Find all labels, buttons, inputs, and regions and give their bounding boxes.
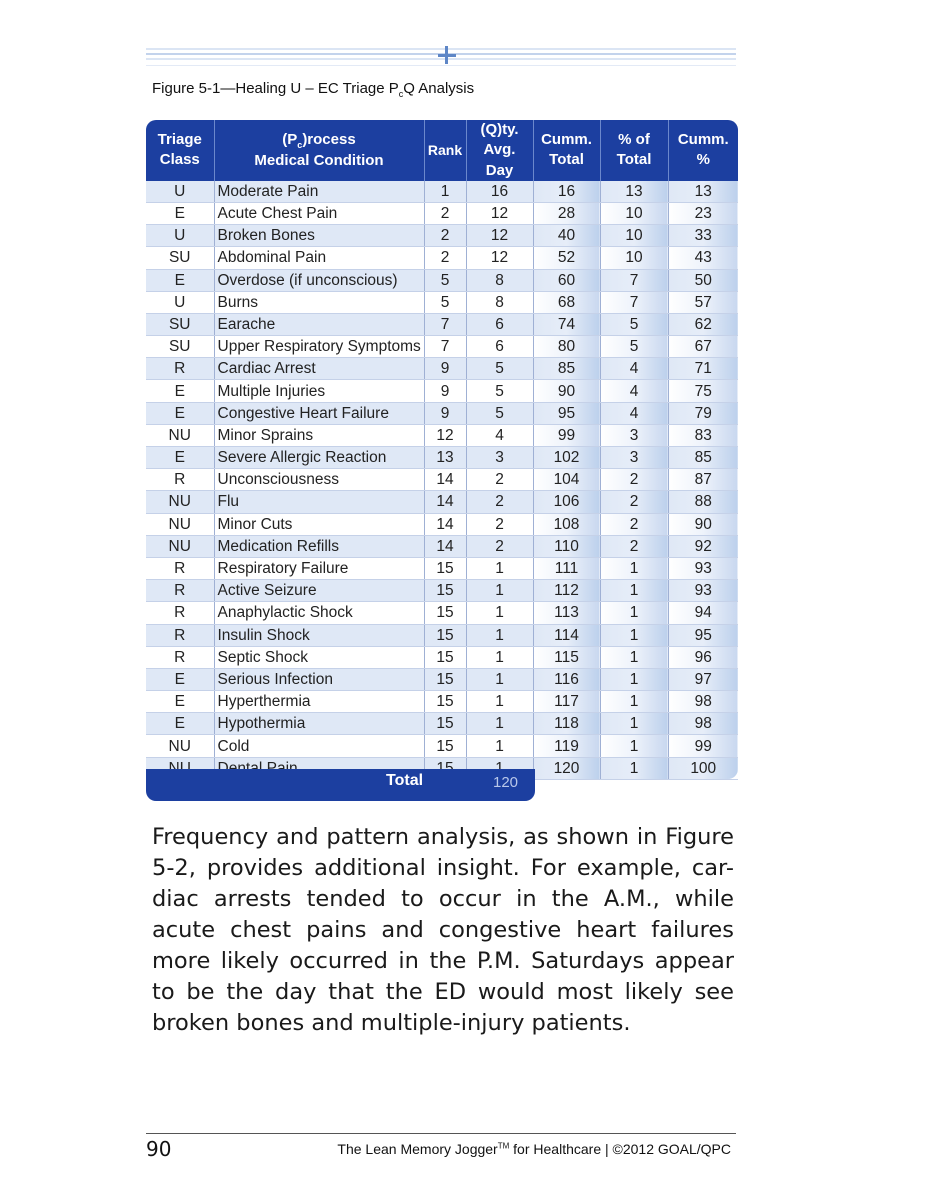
cumm-total-cell: 90 [533, 380, 600, 402]
table-row [146, 602, 738, 624]
rank-cell: 7 [424, 336, 466, 358]
cumm-pct-cell: 83 [668, 424, 738, 446]
qty-cell: 1 [466, 713, 533, 735]
rank-cell: 9 [424, 402, 466, 424]
cumm-total-cell: 28 [533, 202, 600, 224]
triage-class-cell: R [146, 469, 214, 491]
table-row [146, 247, 738, 269]
triage-class-cell: E [146, 380, 214, 402]
pct-total-cell: 5 [600, 336, 668, 358]
pct-total-cell: 1 [600, 757, 668, 779]
pct-total-cell: 2 [600, 491, 668, 513]
figure-title-subscript: c [398, 89, 404, 99]
cumm-total-cell: 99 [533, 424, 600, 446]
condition-cell: Insulin Shock [214, 624, 424, 646]
rank-cell: 15 [424, 691, 466, 713]
table-row [146, 181, 738, 203]
pct-total-cell: 2 [600, 469, 668, 491]
cumm-total-cell: 52 [533, 247, 600, 269]
pct-total-cell: 3 [600, 447, 668, 469]
qty-cell: 1 [466, 602, 533, 624]
qty-cell: 6 [466, 336, 533, 358]
table-row [146, 225, 738, 247]
pct-total-cell: 10 [600, 202, 668, 224]
triage-class-cell: E [146, 668, 214, 690]
table-row [146, 424, 738, 446]
qty-cell: 3 [466, 447, 533, 469]
condition-cell: Acute Chest Pain [214, 202, 424, 224]
cumm-pct-cell: 33 [668, 225, 738, 247]
total-value: 120 [492, 774, 519, 791]
qty-cell: 8 [466, 269, 533, 291]
table-row [146, 202, 738, 224]
triage-class-cell: E [146, 402, 214, 424]
table-row [146, 358, 738, 380]
table-row [146, 535, 738, 557]
qty-cell: 2 [466, 513, 533, 535]
qty-cell: 8 [466, 291, 533, 313]
condition-cell: Active Seizure [214, 580, 424, 602]
condition-cell: Congestive Heart Failure [214, 402, 424, 424]
condition-cell: Multiple Injuries [214, 380, 424, 402]
triage-class-cell: E [146, 269, 214, 291]
cumm-pct-cell: 92 [668, 535, 738, 557]
pct-total-cell: 1 [600, 691, 668, 713]
triage-class-cell: R [146, 624, 214, 646]
rank-cell: 2 [424, 247, 466, 269]
triage-class-cell: R [146, 557, 214, 579]
qty-cell: 1 [466, 646, 533, 668]
table-row [146, 713, 738, 735]
qty-cell: 5 [466, 402, 533, 424]
qty-cell: 1 [466, 624, 533, 646]
pct-total-cell: 1 [600, 668, 668, 690]
table-body [146, 181, 738, 780]
footer-trademark: TM [497, 1141, 510, 1151]
rank-cell: 7 [424, 313, 466, 335]
table-row [146, 380, 738, 402]
footer-book-title: The Lean Memory Jogger [337, 1141, 498, 1157]
footer-rule [146, 1133, 736, 1134]
footer-book-credit [337, 1141, 731, 1157]
cumm-pct-cell: 43 [668, 247, 738, 269]
qty-cell: 2 [466, 491, 533, 513]
rank-cell: 14 [424, 513, 466, 535]
rank-cell: 15 [424, 557, 466, 579]
rank-cell: 15 [424, 646, 466, 668]
cumm-total-cell: 114 [533, 624, 600, 646]
triage-class-cell: E [146, 447, 214, 469]
triage-class-cell: NU [146, 491, 214, 513]
header-process: $(P_c)rocess$ Medical Condition [214, 120, 424, 181]
cumm-total-cell: 108 [533, 513, 600, 535]
cumm-total-cell: 120 [533, 757, 600, 779]
body-paragraph: Frequency and pattern analysis, as shown in Figure 5-2, provides additional insight. For example, car-diac arrests tended to occur in the A.M., while acute chest pains and congestive heart failures more likely occurred in the P.M. Saturdays appear to be the day that the ED would most likely see broken bones and multiple-injury patients. [152, 824, 734, 1036]
cumm-total-cell: 60 [533, 269, 600, 291]
header-pct-total: % of Total [600, 120, 668, 181]
table-row [146, 269, 738, 291]
table-row [146, 491, 738, 513]
qty-cell: 6 [466, 313, 533, 335]
cumm-total-cell: 102 [533, 447, 600, 469]
rank-cell: 9 [424, 380, 466, 402]
qty-cell: 12 [466, 225, 533, 247]
cumm-total-cell: 112 [533, 580, 600, 602]
cumm-total-cell: 111 [533, 557, 600, 579]
condition-cell: Minor Sprains [214, 424, 424, 446]
condition-cell: Respiratory Failure [214, 557, 424, 579]
cumm-pct-cell: 50 [668, 269, 738, 291]
cumm-pct-cell: 96 [668, 646, 738, 668]
rank-cell: 13 [424, 447, 466, 469]
table-row [146, 402, 738, 424]
table-row [146, 447, 738, 469]
triage-class-cell: E [146, 713, 214, 735]
condition-cell: Hypothermia [214, 713, 424, 735]
cumm-pct-cell: 85 [668, 447, 738, 469]
condition-cell: Minor Cuts [214, 513, 424, 535]
triage-class-cell: NU [146, 424, 214, 446]
pct-total-cell: 1 [600, 646, 668, 668]
triage-class-cell: R [146, 358, 214, 380]
rank-cell: 14 [424, 535, 466, 557]
pct-total-cell: 4 [600, 380, 668, 402]
condition-cell: Earache [214, 313, 424, 335]
rank-cell: 12 [424, 424, 466, 446]
total-bar [146, 769, 535, 801]
cumm-pct-cell: 100 [668, 757, 738, 779]
condition-cell: Hyperthermia [214, 691, 424, 713]
table-row [146, 336, 738, 358]
pct-total-cell: 1 [600, 624, 668, 646]
triage-class-cell: R [146, 602, 214, 624]
pct-total-cell: 10 [600, 225, 668, 247]
qty-cell: 12 [466, 247, 533, 269]
pct-total-cell: 7 [600, 291, 668, 313]
rank-cell: 15 [424, 668, 466, 690]
cumm-total-cell: 95 [533, 402, 600, 424]
pct-total-cell: 1 [600, 602, 668, 624]
table-row [146, 646, 738, 668]
triage-class-cell: E [146, 202, 214, 224]
table-row [146, 557, 738, 579]
cumm-pct-cell: 62 [668, 313, 738, 335]
cumm-pct-cell: 13 [668, 181, 738, 203]
header-cumm-total: Cumm. Total [533, 120, 600, 181]
condition-cell: Flu [214, 491, 424, 513]
top-decorative-rule [146, 40, 736, 70]
pct-total-cell: 1 [600, 735, 668, 757]
rank-cell: 15 [424, 580, 466, 602]
pct-total-cell: 4 [600, 402, 668, 424]
table-header-row [146, 120, 738, 181]
cumm-pct-cell: 75 [668, 380, 738, 402]
cumm-pct-cell: 99 [668, 735, 738, 757]
triage-pq-table [146, 120, 738, 780]
rank-cell: 15 [424, 624, 466, 646]
condition-cell: Serious Infection [214, 668, 424, 690]
condition-cell: Burns [214, 291, 424, 313]
table-row [146, 580, 738, 602]
condition-cell: Medication Refills [214, 535, 424, 557]
plus-ornament-icon [438, 46, 456, 64]
rank-cell: 9 [424, 358, 466, 380]
condition-cell: Unconsciousness [214, 469, 424, 491]
condition-cell: Upper Respiratory Symptoms [214, 336, 424, 358]
triage-class-cell: U [146, 181, 214, 203]
cumm-pct-cell: 88 [668, 491, 738, 513]
qty-cell: 1 [466, 735, 533, 757]
qty-cell: 1 [466, 668, 533, 690]
pct-total-cell: 5 [600, 313, 668, 335]
rank-cell: 15 [424, 602, 466, 624]
pct-total-cell: 2 [600, 513, 668, 535]
pct-total-cell: 7 [600, 269, 668, 291]
pct-total-cell: 4 [600, 358, 668, 380]
header-cumm-pct: Cumm. % [668, 120, 738, 181]
rank-cell: 2 [424, 225, 466, 247]
qty-cell: 2 [466, 535, 533, 557]
qty-cell: 12 [466, 202, 533, 224]
cumm-pct-cell: 23 [668, 202, 738, 224]
cumm-pct-cell: 95 [668, 624, 738, 646]
rank-cell: 15 [424, 713, 466, 735]
header-rank: Rank [424, 120, 466, 181]
qty-cell: 5 [466, 358, 533, 380]
cumm-pct-cell: 97 [668, 668, 738, 690]
table-row [146, 735, 738, 757]
cumm-total-cell: 113 [533, 602, 600, 624]
cumm-total-cell: 117 [533, 691, 600, 713]
rank-cell: 14 [424, 469, 466, 491]
cumm-total-cell: 110 [533, 535, 600, 557]
condition-cell: Broken Bones [214, 225, 424, 247]
condition-cell: Abdominal Pain [214, 247, 424, 269]
triage-class-cell: NU [146, 513, 214, 535]
cumm-total-cell: 85 [533, 358, 600, 380]
rank-cell: 14 [424, 491, 466, 513]
rank-cell: 5 [424, 291, 466, 313]
triage-class-cell: R [146, 646, 214, 668]
pct-total-cell: 2 [600, 535, 668, 557]
triage-class-cell: SU [146, 247, 214, 269]
rank-cell: 1 [424, 181, 466, 203]
total-label: Total [386, 772, 424, 789]
pct-total-cell: 1 [600, 557, 668, 579]
page-number: 90 [146, 1137, 172, 1161]
footer-copyright: for Healthcare | ©2012 GOAL/QPC [509, 1141, 731, 1157]
table-row [146, 469, 738, 491]
triage-class-cell: U [146, 225, 214, 247]
cumm-pct-cell: 87 [668, 469, 738, 491]
rank-cell: 15 [424, 735, 466, 757]
figure-title-suffix: Q Analysis [403, 80, 475, 97]
qty-cell: 4 [466, 424, 533, 446]
table-row [146, 513, 738, 535]
qty-cell: 1 [466, 580, 533, 602]
condition-cell: Cold [214, 735, 424, 757]
table-row [146, 624, 738, 646]
pct-total-cell: 1 [600, 713, 668, 735]
table-row [146, 691, 738, 713]
triage-class-cell: E [146, 691, 214, 713]
triage-class-cell: U [146, 291, 214, 313]
cumm-total-cell: 106 [533, 491, 600, 513]
triage-class-cell: SU [146, 313, 214, 335]
header-triage-class: Triage Class [146, 120, 214, 181]
triage-class-cell: NU [146, 535, 214, 557]
figure-title-prefix: Figure 5-1—Healing U – EC Triage P [152, 80, 399, 97]
qty-cell: 2 [466, 469, 533, 491]
table-row [146, 291, 738, 313]
pct-total-cell: 13 [600, 181, 668, 203]
cumm-total-cell: 16 [533, 181, 600, 203]
cumm-pct-cell: 67 [668, 336, 738, 358]
cumm-pct-cell: 79 [668, 402, 738, 424]
cumm-pct-cell: 94 [668, 602, 738, 624]
condition-cell: Anaphylactic Shock [214, 602, 424, 624]
cumm-total-cell: 119 [533, 735, 600, 757]
cumm-total-cell: 74 [533, 313, 600, 335]
cumm-pct-cell: 57 [668, 291, 738, 313]
cumm-pct-cell: 71 [668, 358, 738, 380]
qty-cell: 5 [466, 380, 533, 402]
cumm-pct-cell: 90 [668, 513, 738, 535]
condition-cell: Overdose (if unconscious) [214, 269, 424, 291]
cumm-total-cell: 68 [533, 291, 600, 313]
figure-title [152, 80, 474, 99]
pct-total-cell: 3 [600, 424, 668, 446]
qty-cell: 16 [466, 181, 533, 203]
cumm-total-cell: 118 [533, 713, 600, 735]
condition-cell: Severe Allergic Reaction [214, 447, 424, 469]
condition-cell: Septic Shock [214, 646, 424, 668]
condition-cell: Moderate Pain [214, 181, 424, 203]
cumm-total-cell: 115 [533, 646, 600, 668]
pct-total-cell: 1 [600, 580, 668, 602]
cumm-total-cell: 116 [533, 668, 600, 690]
pct-total-cell: 10 [600, 247, 668, 269]
table-row [146, 313, 738, 335]
cumm-total-cell: 80 [533, 336, 600, 358]
table-row [146, 668, 738, 690]
cumm-pct-cell: 93 [668, 557, 738, 579]
qty-cell: 1 [466, 691, 533, 713]
cumm-pct-cell: 93 [668, 580, 738, 602]
triage-class-cell: R [146, 580, 214, 602]
cumm-total-cell: 40 [533, 225, 600, 247]
rank-cell: 2 [424, 202, 466, 224]
cumm-pct-cell: 98 [668, 691, 738, 713]
qty-cell: 1 [466, 557, 533, 579]
header-qty: (Q)ty. Avg. Day [466, 120, 533, 181]
condition-cell: Cardiac Arrest [214, 358, 424, 380]
cumm-pct-cell: 98 [668, 713, 738, 735]
cumm-total-cell: 104 [533, 469, 600, 491]
triage-class-cell: NU [146, 735, 214, 757]
rank-cell: 5 [424, 269, 466, 291]
triage-class-cell: SU [146, 336, 214, 358]
